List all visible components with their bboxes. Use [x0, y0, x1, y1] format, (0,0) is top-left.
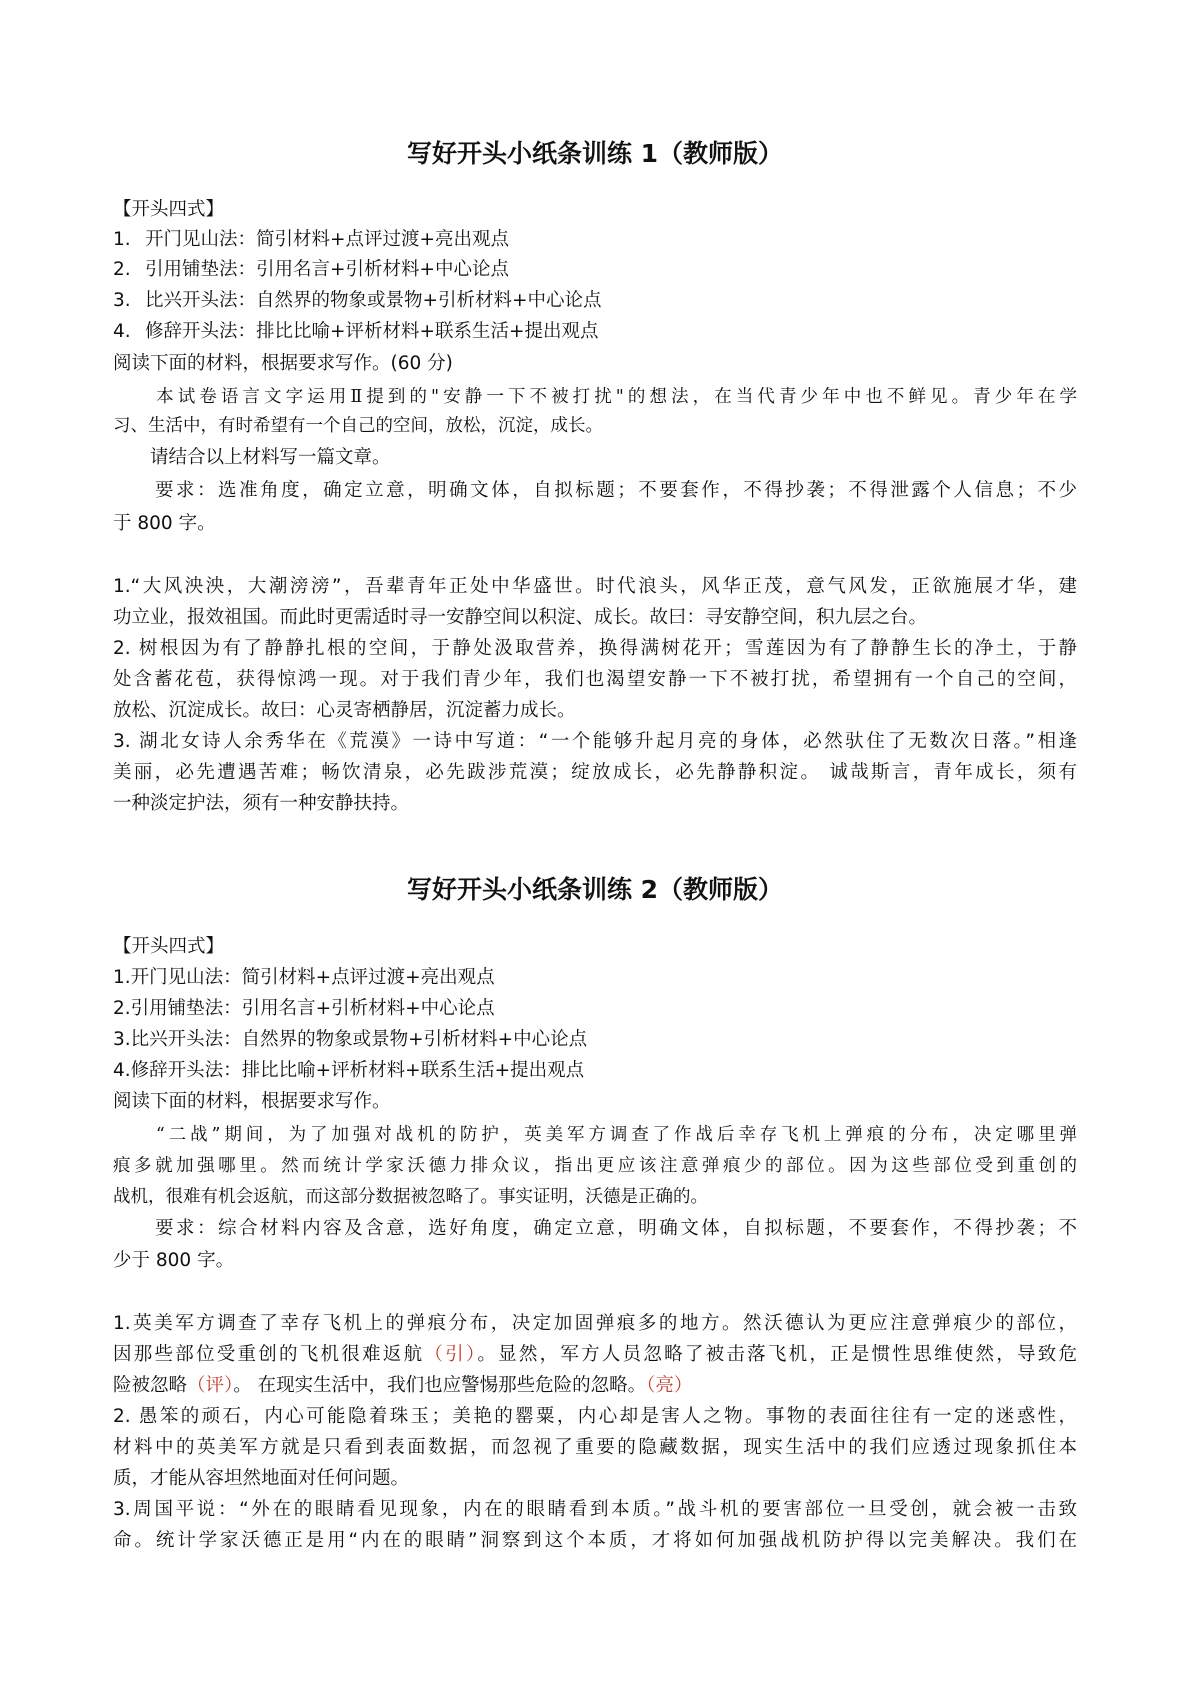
section1-example-2-line-1: 2. 树根因为有了静静扎根的空间，于静处汲取营养，换得满树花开；雪莲因为有了静静生长的净土，于静	[113, 638, 1077, 659]
section1-requirement-line-2: 于 800 字。	[113, 513, 216, 534]
section1-example-1-line-2: 功立业，报效祖国。而此时更需适时寻一安静空间以积淀、成长。故曰：寻安静空间，积九层之台。	[113, 607, 928, 628]
section2-example-2-line-3: 质，才能从容坦然地面对任何问题。	[113, 1468, 410, 1489]
section1-example-3-line-2: 美丽，必先遭遇苦难；畅饮清泉，必先跋涉荒漠；绽放成长，必先静静积淀。 诚哉斯言，青年成长，须有	[113, 762, 1077, 783]
section2-material-line-1: “二战”期间，为了加强对战机的防护，英美军方调查了作战后幸存飞机上弹痕的分布，决定哪里弹	[113, 1125, 1077, 1145]
section2-example-2-line-1: 2. 愚笨的顽石，内心可能隐着珠玉；美艳的罂粟，内心却是害人之物。事物的表面往往有一定的迷惑性，	[113, 1406, 1077, 1427]
section1-material-line-1: 本试卷语言文字运用Ⅱ提到的"安静一下不被打扰"的想法，在当代青少年中也不鲜见。青少年在学	[113, 387, 1077, 407]
section2-method-1: 1.开门见山法：简引材料+点评过渡+亮出观点	[113, 967, 495, 988]
section1-instruction: 阅读下面的材料，根据要求写作。(60 分)	[113, 353, 453, 374]
section2-methods-heading: 【开头四式】	[113, 936, 225, 957]
section1-example-1-line-1: 1.“大风泱泱，大潮滂滂”，吾辈青年正处中华盛世。时代浪头，风华正茂，意气风发，正欲施展才华，建	[113, 576, 1077, 597]
mark-liang: （亮）	[646, 1375, 693, 1396]
section2-title: 写好开头小纸条训练 2（教师版）	[406, 875, 784, 904]
section1-method-4: 4. 修辞开头法：排比比喻+评析材料+联系生活+提出观点	[113, 321, 599, 342]
section2-method-3: 3.比兴开头法：自然界的物象或景物+引析材料+中心论点	[113, 1029, 588, 1050]
section1-method-1: 1. 开门见山法：简引材料+点评过渡+亮出观点	[113, 229, 510, 250]
section2-example-1-line-2: 因那些部位受重创的飞机很难返航（引）。显然，军方人员忽略了被击落飞机，正是惯性思维使然，导致危	[113, 1344, 1077, 1365]
section1-requirement-line-1: 要求：选准角度，确定立意，明确文体，自拟标题；不要套作，不得抄袭；不得泄露个人信息；不少	[113, 480, 1077, 501]
section1-method-2: 2. 引用铺垫法：引用名言+引析材料+中心论点	[113, 259, 510, 280]
section2-example-2-line-2: 材料中的英美军方就是只看到表面数据，而忽视了重要的隐藏数据，现实生活中的我们应透过现象抓住本	[113, 1437, 1077, 1458]
section1-example-2-line-3: 放松、沉淀成长。故曰：心灵寄栖静居，沉淀蓄力成长。	[113, 700, 576, 721]
section2-example-3-line-2: 命。统计学家沃德正是用“内在的眼睛”洞察到这个本质，才将如何加强战机防护得以完美解决。我们在	[113, 1530, 1077, 1551]
section1-example-2-line-2: 处含蓄花苞，获得惊鸿一现。对于我们青少年，我们也渴望安静一下不被打扰，希望拥有一个自己的空间，	[113, 669, 1077, 690]
section1-example-3-line-1: 3. 湖北女诗人余秀华在《荒漠》一诗中写道：“一个能够升起月亮的身体，必然驮住了无数次日落。”相逢	[113, 731, 1077, 752]
section1-example-3-line-3: 一种淡定护法，须有一种安静扶持。	[113, 793, 410, 814]
section2-material-line-2: 痕多就加强哪里。然而统计学家沃德力排众议，指出更应该注意弹痕少的部位。因为这些部位受到重创的	[113, 1156, 1077, 1176]
section1-method-3: 3. 比兴开头法：自然界的物象或景物+引析材料+中心论点	[113, 290, 602, 311]
mark-yin: （引）	[424, 1344, 478, 1365]
section2-method-2: 2.引用铺垫法：引用名言+引析材料+中心论点	[113, 998, 495, 1019]
mark-ping: （评）	[187, 1375, 234, 1396]
section2-example-1-line-1: 1.英美军方调查了幸存飞机上的弹痕分布，决定加固弹痕多的地方。然沃德认为更应注意弹痕少的部位，	[113, 1313, 1077, 1334]
section1-material-line-2: 习、生活中，有时希望有一个自己的空间，放松，沉淀，成长。	[113, 416, 603, 436]
section2-example-1-line-3: 险被忽略（评）。 在现实生活中，我们也应警惕那些危险的忽略。（亮）	[113, 1375, 693, 1396]
section2-requirement-line-1: 要求：综合材料内容及含意，选好角度，确定立意，明确文体，自拟标题，不要套作，不得抄袭；不	[113, 1218, 1077, 1239]
section2-example-3-line-1: 3.周国平说：“外在的眼睛看见现象，内在的眼睛看到本质。”战斗机的要害部位一旦受创，就会被一击致	[113, 1499, 1077, 1520]
section2-requirement-line-2: 少于 800 字。	[113, 1250, 235, 1271]
section1-methods-heading: 【开头四式】	[113, 199, 225, 220]
section1-title: 写好开头小纸条训练 1（教师版）	[406, 139, 784, 168]
section2-method-4: 4.修辞开头法：排比比喻+评析材料+联系生活+提出观点	[113, 1060, 585, 1081]
section2-instruction: 阅读下面的材料，根据要求写作。	[113, 1091, 391, 1112]
section2-material-line-3: 战机，很难有机会返航，而这部分数据被忽略了。事实证明，沃德是正确的。	[113, 1187, 708, 1207]
section1-prompt: 请结合以上材料写一篇文章。	[113, 447, 391, 468]
